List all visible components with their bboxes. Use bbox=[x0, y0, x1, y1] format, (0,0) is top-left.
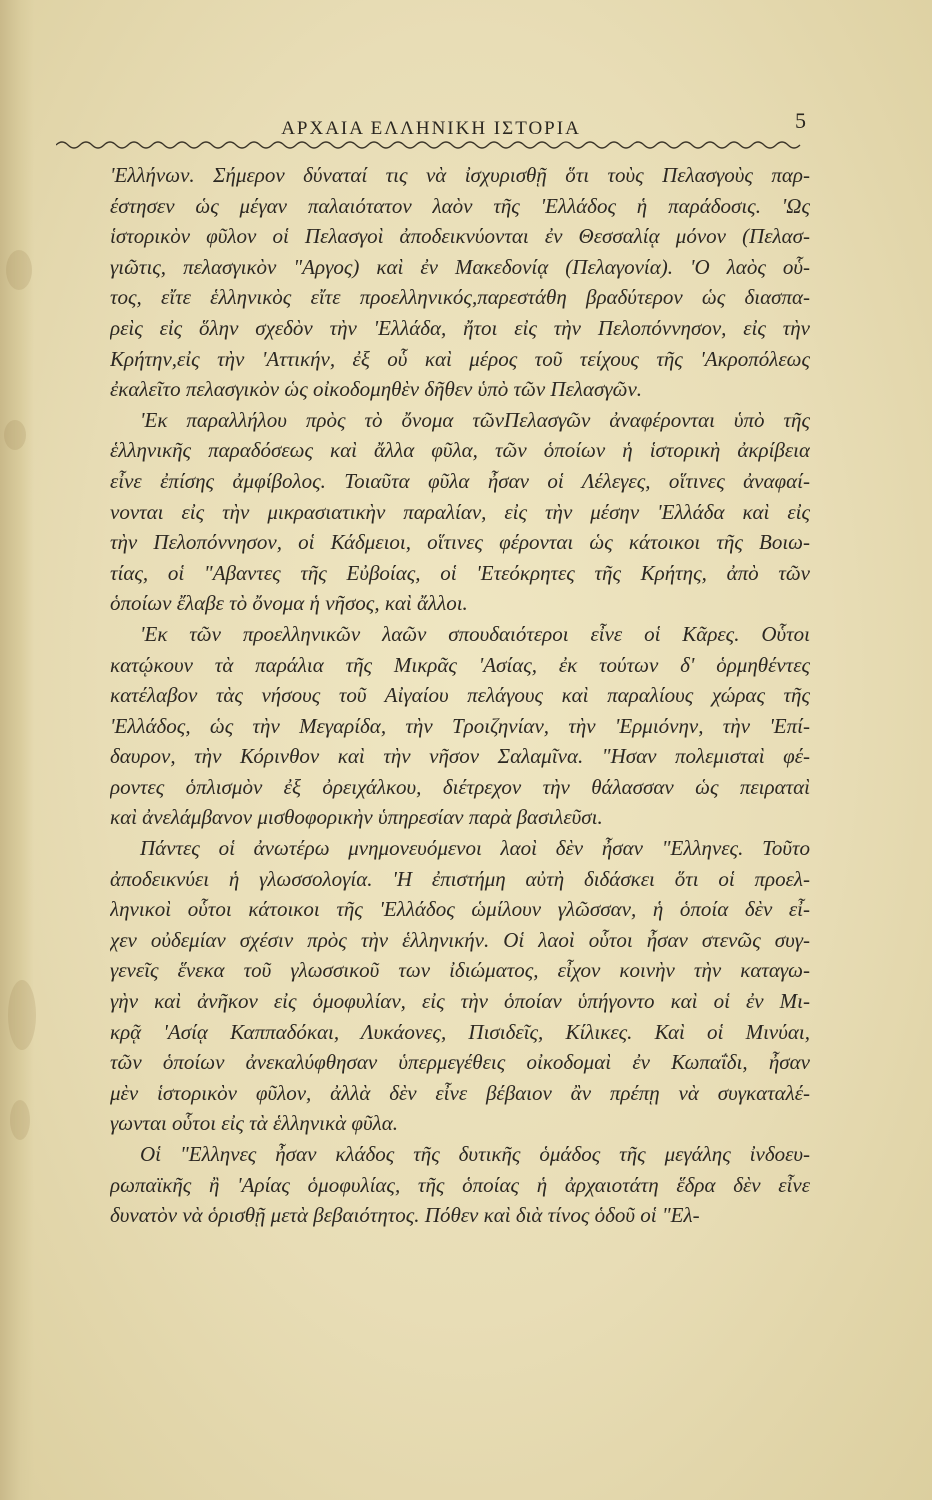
text-line: ροντες ὁπλισμὸν ἐξ ὀρειχάλκου, διέτρεχον τὴν θάλασσαν ὡς πειραταὶ bbox=[110, 774, 810, 799]
paper-stain bbox=[4, 420, 26, 450]
text-line: γενεῖς ἕνεκα τοῦ γλωσσικοῦ των ἰδιώματος, εἶχον κοινὴν τὴν καταγω- bbox=[110, 958, 810, 983]
text-line: ρεὶς εἰς ὅλην σχεδὸν τὴν 'Ελλάδα, ἤτοι εἰς τὴν Πελοπόννησον, εἰς τὴν bbox=[110, 315, 810, 340]
paper-stain bbox=[8, 980, 36, 1050]
page-gutter-shadow bbox=[0, 0, 34, 1500]
text-line: γὴν καὶ ἀνῆκον εἰς ὁμοφυλίαν, εἰς τὴν ὁποίαν ὑπήγοντο καὶ οἱ ἐν Μι- bbox=[110, 989, 810, 1014]
paper-stain bbox=[6, 250, 32, 290]
text-line: ρωπαϊκῆς ἢ 'Αρίας ὁμοφυλίας, τῆς ὁποίας ἡ ἀρχαιοτάτη ἕδρα δὲν εἶνε bbox=[110, 1172, 810, 1197]
text-line: μὲν ἱστορικὸν φῦλον, ἀλλὰ δὲν εἶνε βέβαιον ἂν πρέπῃ νὰ συγκαταλέ- bbox=[110, 1080, 810, 1105]
wavy-header-rule bbox=[56, 138, 806, 152]
text-line: Πάντες οἱ ἀνωτέρω μνημονευόμενοι λαοὶ δὲν ἦσαν "Ελληνες. Τοῦτο bbox=[140, 836, 810, 861]
text-line: τῶν ὁποίων ἀνεκαλύφθησαν ὑπερμεγέθεις οἰκοδομαὶ ἐν Κωπαΐδι, ἦσαν bbox=[110, 1050, 810, 1075]
text-line: 'Εκ παραλλήλου πρὸς τὸ ὄνομα τῶνΠελασγῶν ἀναφέρονται ὑπὸ τῆς bbox=[140, 407, 810, 432]
text-line: γωνται οὗτοι εἰς τὰ ἑλληνικὰ φῦλα. bbox=[110, 1111, 398, 1136]
text-line: τος, εἴτε ἑλληνικὸς εἴτε προελληνικός,παρεστάθη βραδύτερον ὡς διασπα- bbox=[110, 285, 810, 310]
text-line: ληνικοὶ οὗτοι κάτοικοι τῆς 'Ελλάδος ὡμίλουν γλῶσσαν, ἡ ὁποία δὲν εἶ- bbox=[110, 897, 810, 922]
text-line: δαυρον, τὴν Κόρινθον καὶ τὴν νῆσον Σαλαμῖνα. "Ησαν πολεμισταὶ φέ- bbox=[110, 744, 810, 769]
text-line: ἱστορικὸν φῦλον οἱ Πελασγοὶ ἀποδεικνύονται ἐν Θεσσαλίᾳ μόνον (Πελασ- bbox=[110, 224, 810, 249]
running-title: ΑΡΧΑΙΑ ΕΛΛΗΝΙΚΗ ΙΣΤΟΡΙΑ bbox=[281, 118, 581, 139]
text-line: νονται εἰς τὴν μικρασιατικὴν παραλίαν, εἰς τὴν μέσην 'Ελλάδα καὶ εἰς bbox=[110, 499, 810, 524]
text-line: έστησεν ὡς μέγαν παλαιότατον λαὸν τῆς 'Ελλάδος ἡ παράδοσις. 'Ως bbox=[110, 193, 810, 218]
text-line: Οἱ "Ελληνες ἦσαν κλάδος τῆς δυτικῆς ὁμάδος τῆς μεγάλης ἰνδοευ- bbox=[140, 1142, 810, 1166]
text-line: ὁποίων ἔλαβε τὸ ὄνομα ἡ νῆσος, καὶ ἄλλοι. bbox=[110, 591, 468, 616]
text-line: ἀποδεικνύει ἡ γλωσσολογία. 'Η ἐπιστήμη αὐτὴ διδάσκει ὅτι οἱ προελ- bbox=[110, 866, 810, 891]
text-line: 'Εκ τῶν προελληνικῶν λαῶν σπουδαιότεροι εἶνε οἱ Κᾶρες. Οὗτοι bbox=[140, 621, 810, 646]
text-line: 'Ελλάδος, ὡς τὴν Μεγαρίδα, τὴν Τροιζηνίαν, τὴν 'Ερμιόνην, τὴν 'Επί- bbox=[110, 713, 810, 738]
text-line: δυνατὸν νὰ ὁρισθῇ μετὰ βεβαιότητος. Πόθεν καὶ διὰ τίνος ὁδοῦ οἱ "Ελ- bbox=[110, 1203, 700, 1228]
text-line: τίας, οἱ "Αβαντες τῆς Εὐβοίας, οἱ 'Ετεόκρητες τῆς Κρήτης, ἀπὸ τῶν bbox=[110, 560, 810, 585]
page-number: 5 bbox=[795, 108, 806, 133]
text-line: ἑλληνικῆς παραδόσεως καὶ ἄλλα φῦλα, τῶν ὁποίων ἡ ἱστορικὴ ἀκρίβεια bbox=[110, 438, 810, 463]
text-line: ἐκαλεῖτο πελασγικὸν ὡς οἰκοδομηθὲν δῆθεν ὑπὸ τῶν Πελασγῶν. bbox=[110, 377, 643, 402]
text-line: 'Ελλήνων. Σήμερον δύναταί τις νὰ ἰσχυρισθῇ ὅτι τοὺς Πελασγοὺς παρ- bbox=[110, 163, 810, 187]
text-line: γιῶτις, πελασγικὸν "Αργος) καὶ ἐν Μακεδονίᾳ (Πελαγονία). 'Ο λαὸς οὗ- bbox=[110, 254, 810, 279]
text-line: εἶνε ἐπίσης ἀμφίβολος. Τοιαῦτα φῦλα ἦσαν οἱ Λέλεγες, οἵτινες ἀναφαί- bbox=[110, 468, 810, 493]
paper-stain bbox=[10, 1100, 30, 1140]
text-line: Κρήτην,εἰς τὴν 'Αττικήν, ἐξ οὗ καὶ μέρος τοῦ τείχους τῆς 'Ακροπόλεως bbox=[110, 346, 810, 371]
text-line: κατῴκουν τὰ παράλια τῆς Μικρᾶς 'Ασίας, ἐκ τούτων δ' ὁρμηθέντες bbox=[110, 652, 810, 677]
text-line: τὴν Πελοπόννησον, οἱ Κάδμειοι, οἵτινες φέρονται ὡς κάτοικοι τῆς Βοιω- bbox=[110, 530, 810, 555]
text-line: κατέλαβον τὰς νήσους τοῦ Αἰγαίου πελάγους καὶ παραλίους χώρας τῆς bbox=[110, 683, 810, 708]
text-line: κρᾷ 'Ασίᾳ Καππαδόκαι, Λυκάονες, Πισιδεῖς, Κίλικες. Καὶ οἱ Μινύαι, bbox=[110, 1019, 810, 1044]
body-text bbox=[110, 160, 810, 1231]
text-line: χεν οὐδεμίαν σχέσιν πρὸς τὴν ἑλληνικήν. Οἱ λαοὶ οὗτοι ἦσαν στενῶς συγ- bbox=[110, 927, 810, 952]
text-line: καὶ ἀνελάμβανον μισθοφορικὴν ὑπηρεσίαν παρὰ βασιλεῦσι. bbox=[110, 805, 603, 830]
